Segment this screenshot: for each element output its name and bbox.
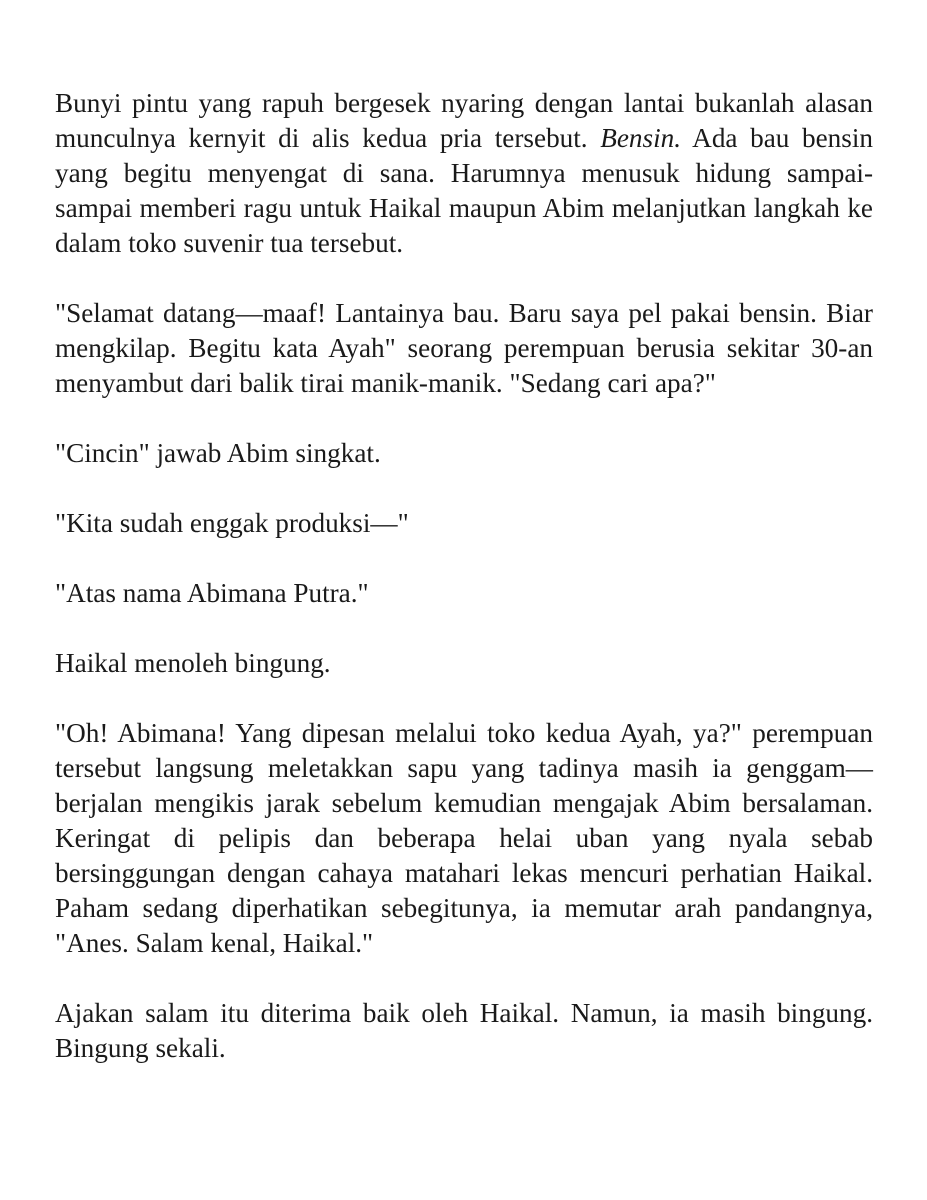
- paragraph-6: Haikal menoleh bingung.: [55, 648, 331, 678]
- paragraph-5: "Atas nama Abimana Putra.": [55, 578, 369, 608]
- document-page: [55, 86, 873, 1101]
- paragraph-2: "Selamat datang—maaf! Lantainya bau. Baru saya pel pakai bensin. Biar mengkilap. Begitu kata Ayah" seorang perempuan berusia sekitar 30-an menyambut dari balik tirai manik-manik. "Sedang cari apa?": [55, 298, 873, 398]
- paragraph-1: [55, 86, 873, 261]
- paragraph-4: "Kita sudah enggak produksi—": [55, 508, 409, 538]
- paragraph-8: Ajakan salam itu diterima baik oleh Haikal. Namun, ia masih bingung. Bingung sekali.: [55, 998, 873, 1063]
- paragraph-7: "Oh! Abimana! Yang dipesan melalui toko kedua Ayah, ya?" perempuan tersebut langsung meletakkan sapu yang tadinya masih ia genggam—berjalan mengikis jarak sebelum kemudian mengajak Abim bersalaman. Keringat di pelipis dan beberapa helai uban yang nyala sebab bersinggungan dengan cahaya matahari lekas mencuri perhatian Haikal. Paham sedang diperhatikan sebegitunya, ia memutar arah pandangnya, "Anes. Salam kenal, Haikal.": [55, 718, 873, 958]
- paragraph-3: "Cincin" jawab Abim singkat.: [55, 438, 381, 468]
- paragraph-1-italic-word: Bensin.: [600, 123, 682, 153]
- paragraph-1-text-end: Ada bau bensin yang begitu menyengat di sana. Harumnya menusuk hidung sampai-sampai memberi ragu untuk Haikal maupun Abim melanjutkan langkah ke dalam toko suvenir tua tersebut.: [55, 123, 873, 258]
- paragraph-1-text-start: Bunyi pintu yang rapuh bergesek nyaring dengan lantai bukanlah alasan munculnya kernyit di alis kedua pria tersebut.: [55, 88, 873, 153]
